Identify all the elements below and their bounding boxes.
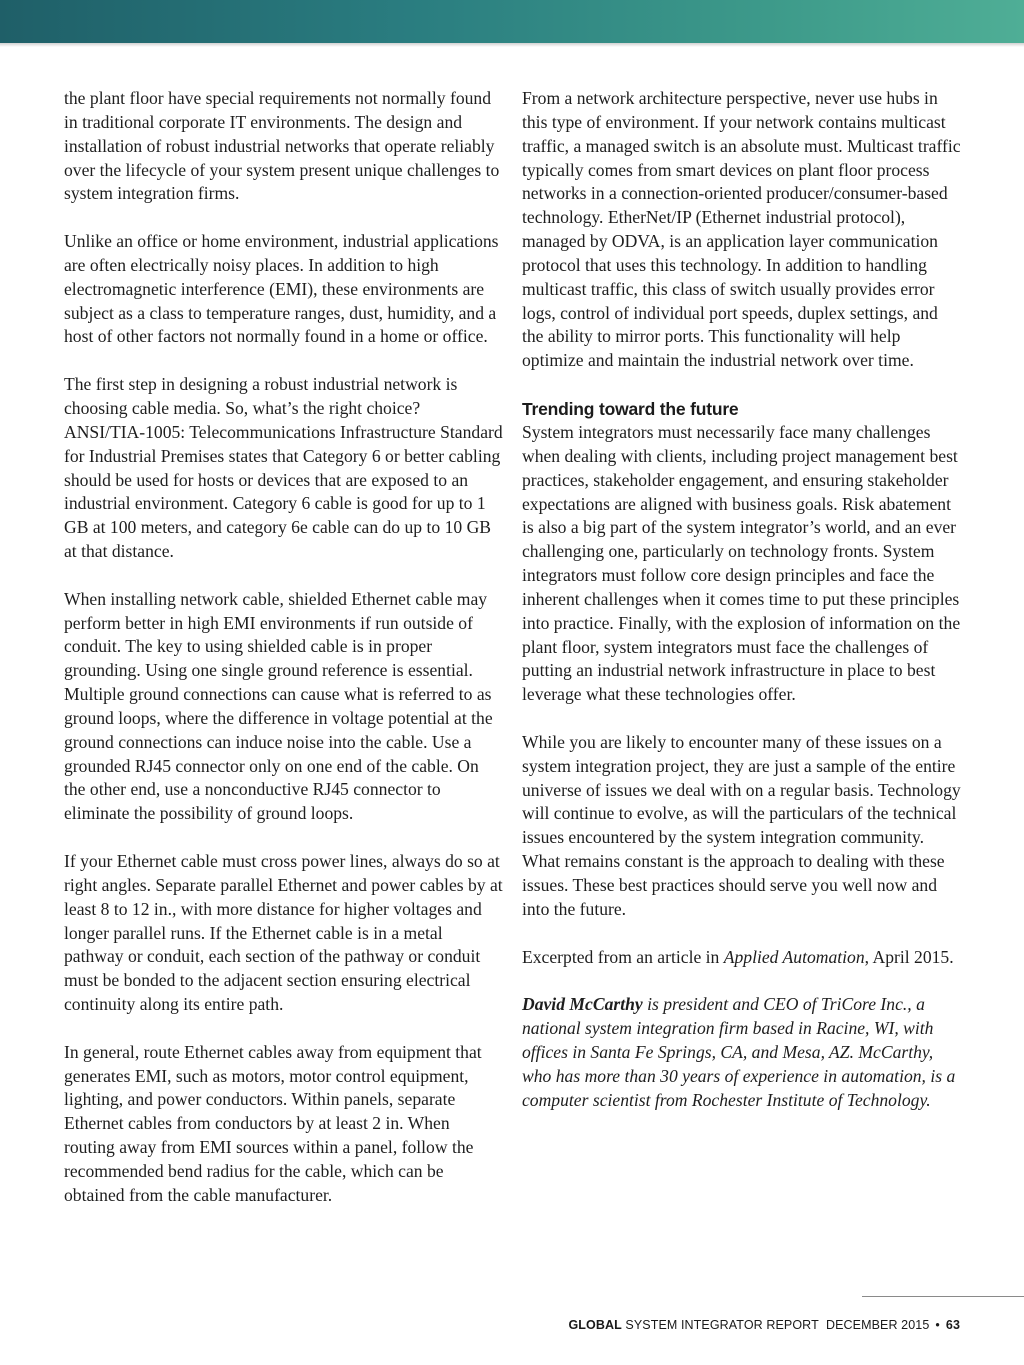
footer-separator: • [935,1318,940,1332]
author-bio [522,993,962,1112]
excerpt-prefix: Excerpted from an article in [522,946,724,967]
footer-report: REPORT [762,1318,819,1332]
paragraph: the plant floor have special requirements not normally found in traditional corporate IT environments. The design and installation of robust industrial networks that operate reliably over the lifecycle of your system present unique challenges to system integration firms. [64,88,500,204]
excerpt-suffix: , April 2015. [864,946,954,967]
footer-brand-bold: GLOBAL [568,1318,622,1332]
excerpt-source: Applied Automation [723,946,865,967]
paragraph: In general, route Ethernet cables away from equipment that generates EMI, such as motors, motor control equipment, lighting, and power conductors. Within panels, separate Ethernet cables from conductors by at least 2 in. When routing away from EMI sources within a panel, follow the recommended bend radius for the cable, which can be obtained from the cable manufacturer. [64,1041,482,1205]
footer-date: DECEMBER 2015 [825,1318,930,1332]
header-banner [0,0,1024,43]
author-bio-text: is president and CEO of TriCore Inc., a national system integration firm based in Racine, WI, with offices in Santa Fe Springs, CA, and Mesa, AZ. McCarthy, who has more than 30 years of experience in automation, is a computer scientist from Rochester Institute of Technology. [522,994,956,1110]
header-banner-shadow [0,43,1024,47]
section-heading: Trending toward the future [522,398,739,419]
page-footer [568,1318,960,1332]
excerpt-credit [522,946,962,970]
paragraph: When installing network cable, shielded Ethernet cable may perform better in high EMI environments if run outside of conduit. The key to using shielded cable is in proper grounding. Using one single ground reference is essential. Multiple ground connections can cause what is referred to as ground loops, where the difference in voltage potential at the ground connections can induce noise into the cable. Use a grounded RJ45 connector only on one end of the cable. On the other end, use a nonconductive RJ45 connector to eliminate the possibility of ground loops. [64,588,493,824]
page-number: 63 [945,1318,960,1332]
right-column [522,87,962,1136]
left-column [64,87,504,1232]
paragraph: While you are likely to encounter many of these issues on a system integration project, they are just a sample of the entire universe of issues we deal with on a regular basis. Technology will continue to evolve, as will the particulars of the technical issues encountered by the system integration community. What remains constant is the approach to dealing with these issues. These best practices should serve you well now and into the future. [522,731,961,919]
paragraph: System integrators must necessarily face many challenges when dealing with clients, including project management best practices, stakeholder engagement, and ensuring stakeholder expectations are aligned with business goals. Risk abatement is also a big part of the system integrator’s world, and an ever challenging one, particularly on technology fronts. System integrators must follow core design principles and face the inherent challenges when it comes time to put these principles into practice. Finally, with the explosion of information on the plant floor, system integrators must face the challenges of putting an industrial network infrastructure in place to best leverage what these technologies offer. [522,421,961,705]
paragraph: The first step in designing a robust industrial network is choosing cable media. So, what’s the right choice? ANSI/TIA-1005: Telecommunications Infrastructure Standard for Industrial Premises states that Category 6 or better cabling should be used for hosts or devices that are exposed to an industrial environment. Category 6 cable is good for up to 1 GB at 100 meters, and category 6e cable can do up to 10 GB at that distance. [64,374,503,562]
footer-brand: SYSTEM INTEGRATOR [621,1318,763,1332]
paragraph: Unlike an office or home environment, industrial applications are often electrically noisy places. In addition to high electromagnetic interference (EMI), these environments are subject as a class to temperature ranges, dust, humidity, and a host of other factors not normally found in a home or office. [64,231,499,347]
paragraph: If your Ethernet cable must cross power lines, always do so at right angles. Separate parallel Ethernet and power cables by at least 8 to 12 in., with more distance for higher voltages and longer parallel runs. If the Ethernet cable is in a metal pathway or conduit, each section of the pathway or conduit must be bonded to the adjacent section ensuring electrical continuity along its entire path. [64,851,503,1015]
author-name: David McCarthy [522,994,643,1015]
paragraph: From a network architecture perspective, never use hubs in this type of environment. If your network contains multicast traffic, a managed switch is an absolute must. Multicast traffic typically comes from smart devices on plant floor process networks in a connection-oriented producer/consumer-based technology. EtherNet/IP (Ethernet industrial protocol), managed by ODVA, is an application layer communication protocol that uses this technology. In addition to handling multicast traffic, this class of switch usually provides error logs, control of individual port speeds, duplex settings, and the ability to mirror ports. This functionality will help optimize and maintain the industrial network over time. [522,88,961,371]
footer-rule [862,1296,1024,1297]
